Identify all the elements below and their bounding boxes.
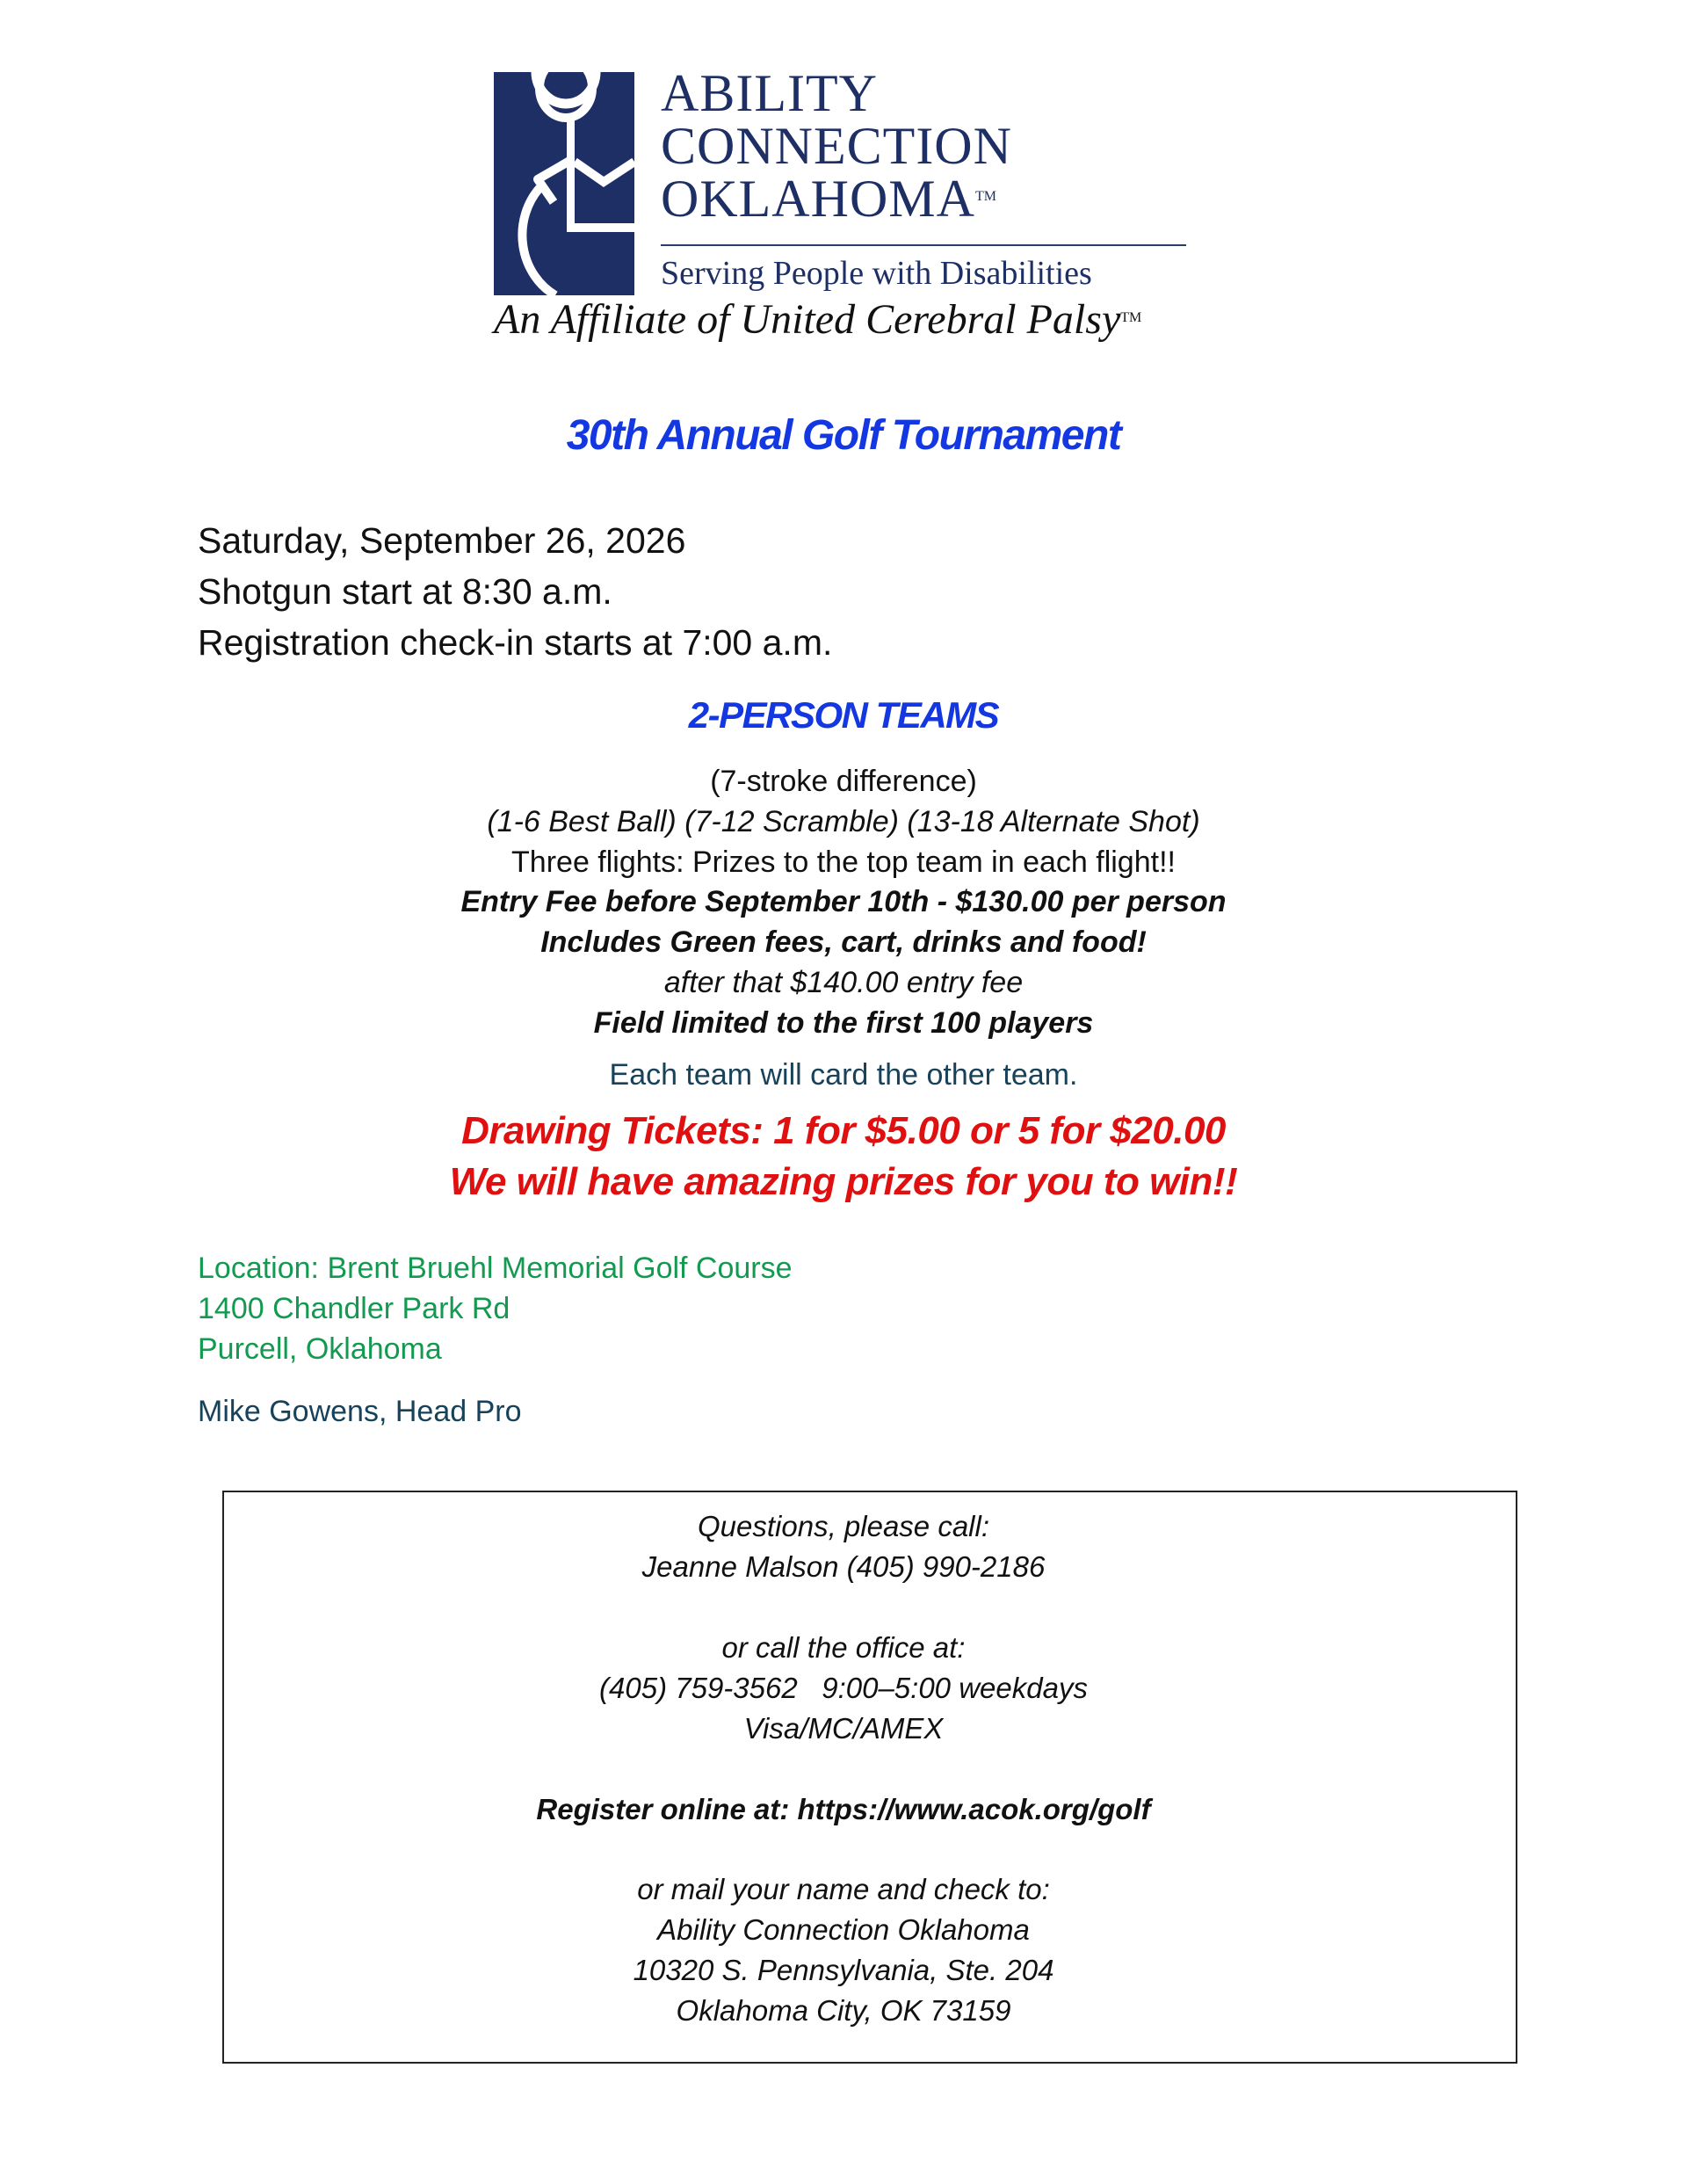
logo-divider xyxy=(661,244,1186,246)
logo-tagline: Serving People with Disabilities xyxy=(661,255,1092,292)
logo-text-oklahoma-word: OKLAHOMA xyxy=(661,170,975,228)
event-start-time: Shotgun start at 8:30 a.m. xyxy=(198,571,612,612)
flights-info: Three flights: Prizes to the top team in each flight!! xyxy=(511,845,1176,879)
late-fee: after that $140.00 entry fee xyxy=(663,966,1024,999)
office-phone-hours[interactable]: (405) 759-3562 9:00–5:00 weekdays xyxy=(599,1672,1088,1704)
mail-intro: or mail your name and check to: xyxy=(637,1873,1050,1905)
mail-city: Oklahoma City, OK 73159 xyxy=(676,1994,1011,2027)
event-date: Saturday, September 26, 2026 xyxy=(198,520,686,561)
office-intro: or call the office at: xyxy=(721,1631,966,1664)
format-heading: 2-PERSON TEAMS xyxy=(688,694,999,736)
logo-text-ability: ABILITY xyxy=(661,64,878,122)
carding-note: Each team will card the other team. xyxy=(609,1058,1078,1092)
head-pro: Mike Gowens, Head Pro xyxy=(198,1395,522,1428)
mail-street: 10320 S. Pennsylvania, Ste. 204 xyxy=(633,1954,1054,1986)
location-street: 1400 Chandler Park Rd xyxy=(198,1292,510,1325)
logo-text-oklahoma xyxy=(661,170,996,228)
mail-name: Ability Connection Oklahoma xyxy=(657,1913,1030,1946)
entry-fee: Entry Fee before September 10th - $130.00 per person xyxy=(460,885,1227,918)
field-limit: Field limited to the first 100 players xyxy=(593,1006,1094,1040)
logo-affiliate xyxy=(494,297,1141,343)
organization-logo xyxy=(494,64,1197,362)
contact-person-phone[interactable]: Jeanne Malson (405) 990-2186 xyxy=(641,1550,1046,1583)
trademark-symbol: TM xyxy=(1120,310,1142,325)
questions-label: Questions, please call: xyxy=(697,1510,989,1542)
hole-format: (1-6 Best Ball) (7-12 Scramble) (13-18 Alternate Shot) xyxy=(487,805,1200,838)
location-city: Purcell, Oklahoma xyxy=(198,1332,442,1366)
logo-affiliate-text: An Affiliate of United Cerebral Palsy xyxy=(494,296,1121,343)
wheelchair-person-icon xyxy=(494,72,634,295)
trademark-symbol: TM xyxy=(974,189,996,204)
logo-text-connection: CONNECTION xyxy=(661,117,1012,175)
drawing-tickets: Drawing Tickets: 1 for $5.00 or 5 for $20.00 xyxy=(461,1109,1226,1152)
drawing-prizes: We will have amazing prizes for you to win!! xyxy=(449,1160,1238,1203)
location-name: Location: Brent Bruehl Memorial Golf Course xyxy=(198,1252,793,1285)
fee-includes: Includes Green fees, cart, drinks and food! xyxy=(540,925,1147,959)
accepted-cards: Visa/MC/AMEX xyxy=(743,1712,944,1745)
register-online-link[interactable]: Register online at: https://www.acok.org/golf xyxy=(536,1793,1151,1825)
stroke-difference: (7-stroke difference) xyxy=(710,765,977,798)
page-title: 30th Annual Golf Tournament xyxy=(566,412,1121,459)
event-checkin-time: Registration check-in starts at 7:00 a.m. xyxy=(198,622,833,663)
